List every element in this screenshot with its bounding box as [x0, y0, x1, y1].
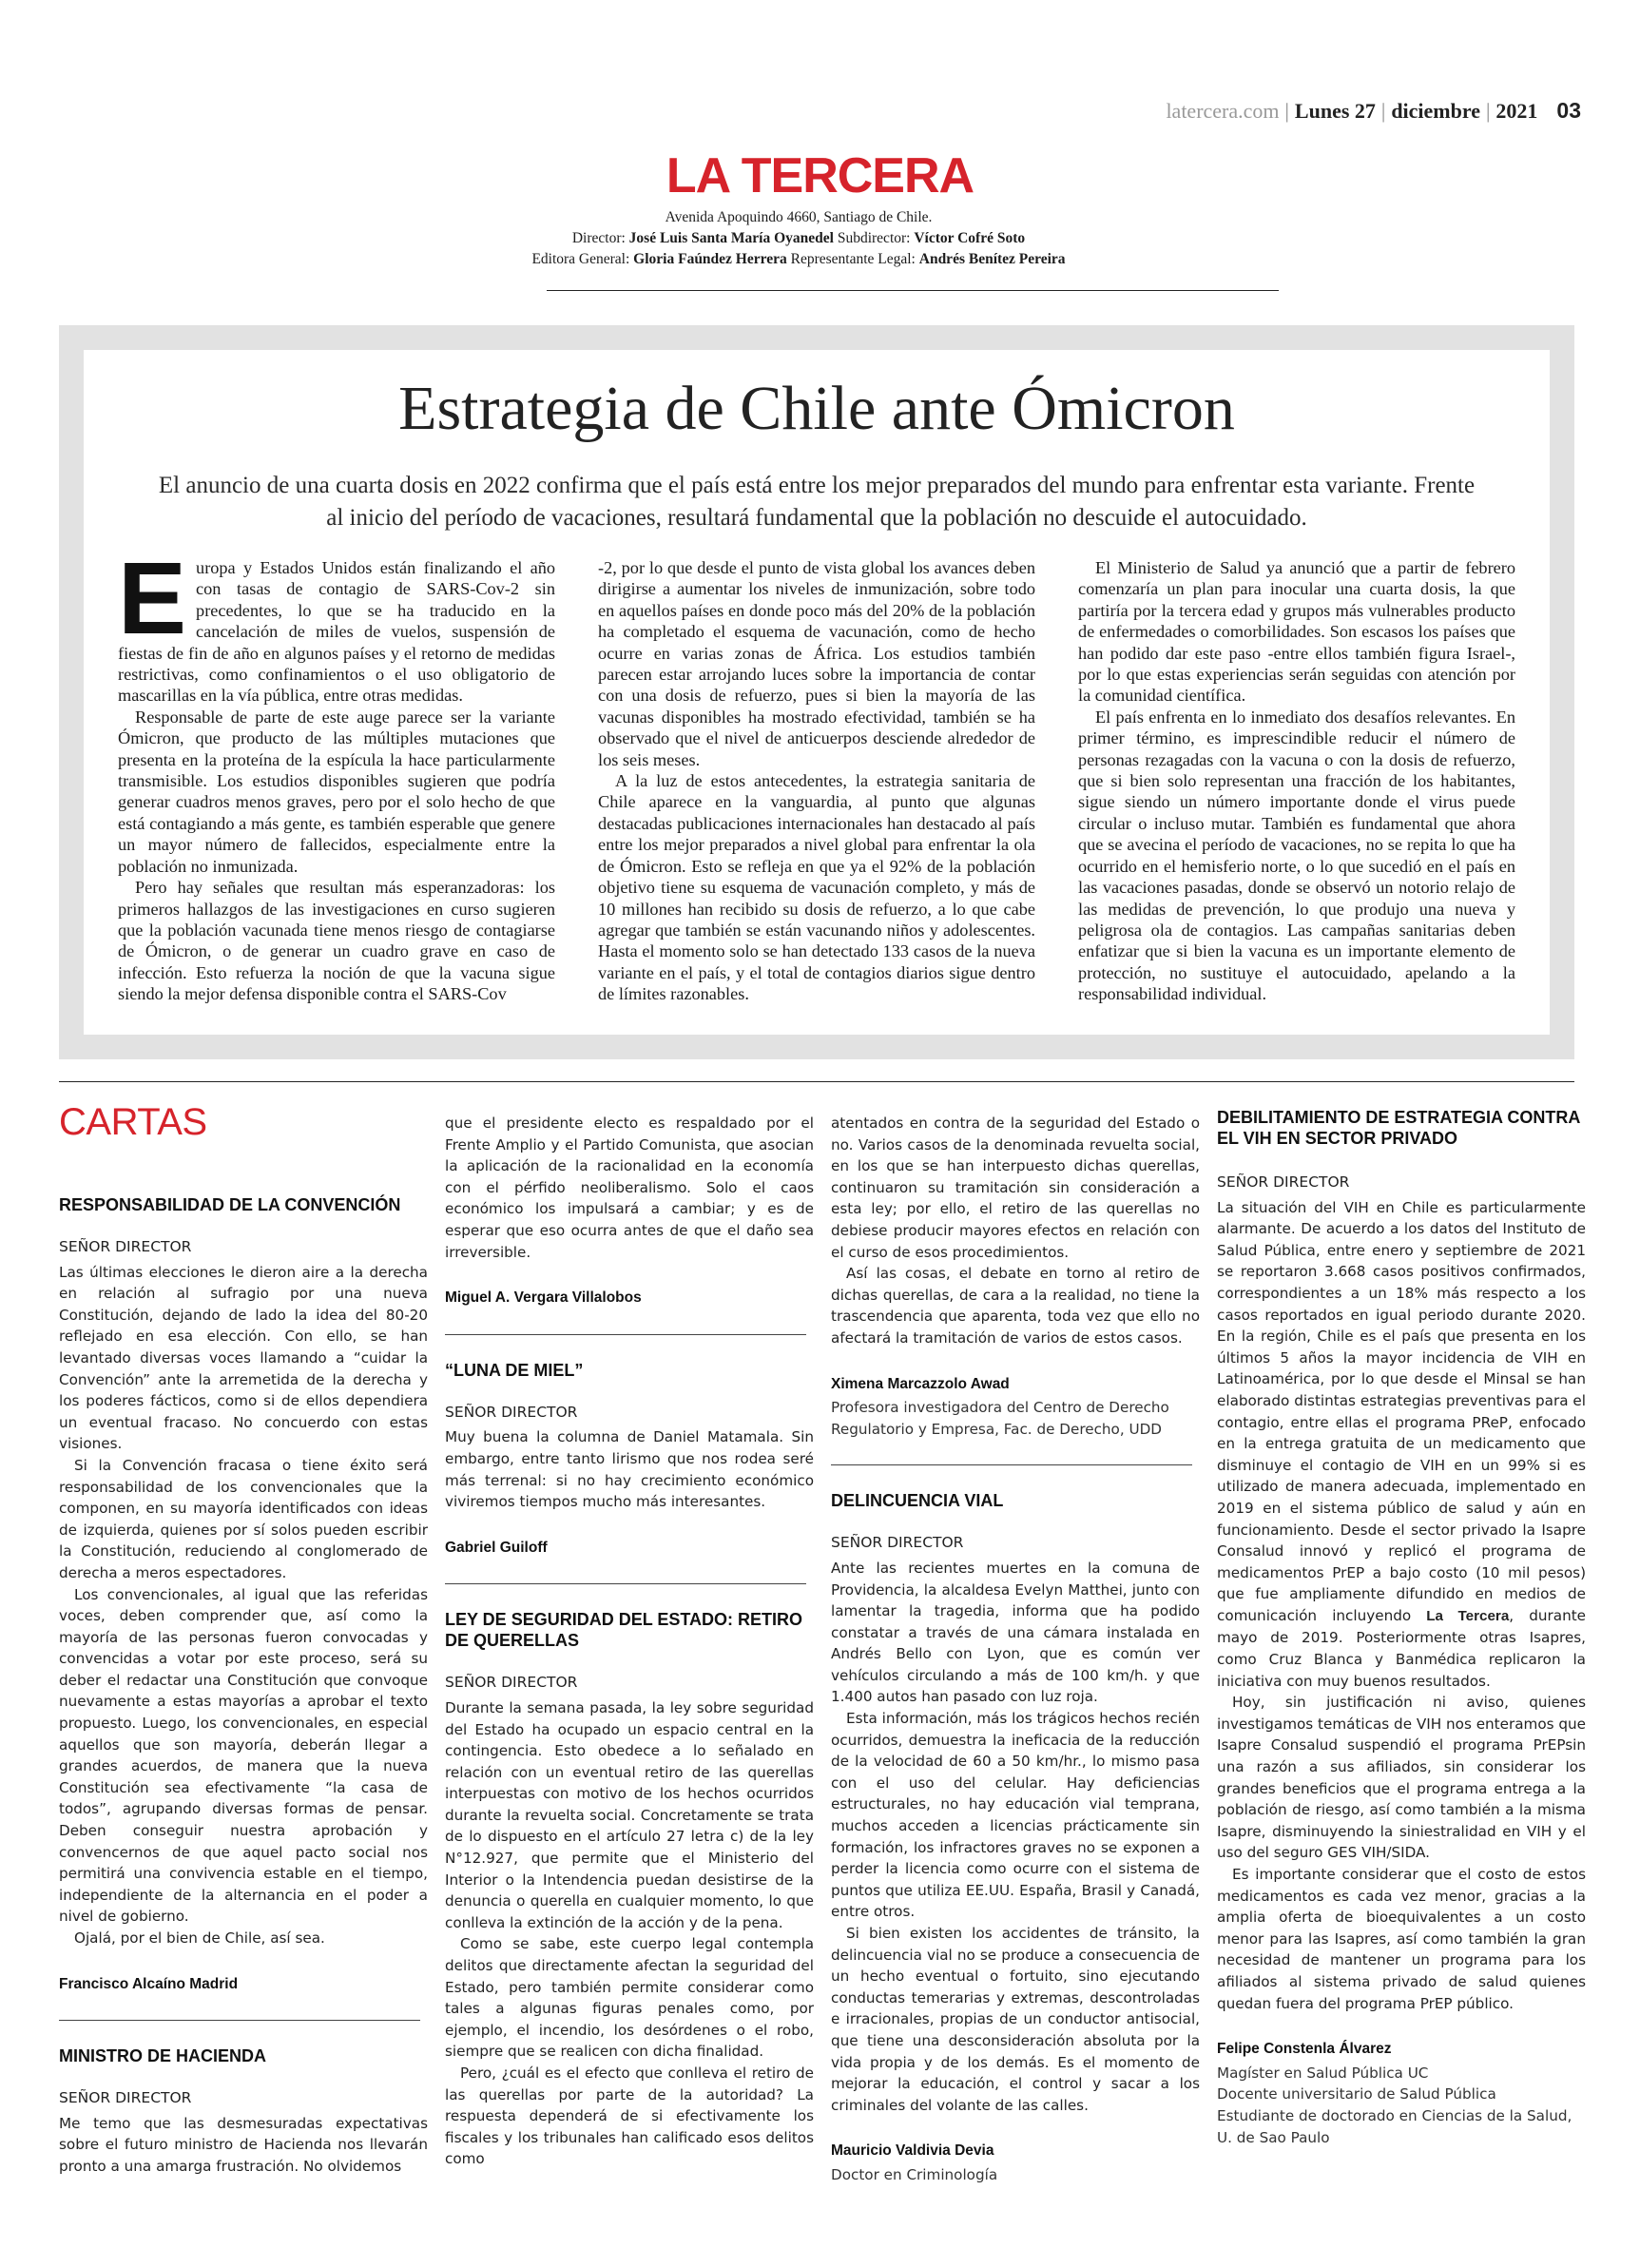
letter-paragraph: Si bien existen los accidentes de tránsito, la delincuencia vial no se produce a consecuencia de un hecho eventual o fortuito, sino ejecutando conductas temerarias y extremas, descontroladas e irracionales, propias de un conductor antisocial, que tiene una desconsideración absoluta por la vida propia y de los demás. Es el momento de mejorar la educación, el control y sacar a los criminales del volante de las calles. [831, 1925, 1200, 2114]
letter-paragraph: Si la Convención fracasa o tiene éxito será responsabilidad de los convencionales que la componen, en su mayoría identificados con ideas de izquierda, quienes por sí solos pueden escribir la Constitución, reduciendo al conglomerado de derecha a meros espectadores. [59, 1456, 428, 1581]
signature-role: Estudiante de doctorado en Ciencias de la Salud, U. de Sao Paulo [1217, 2106, 1572, 2146]
letter-divider [445, 1334, 806, 1335]
staff-line-1 [323, 228, 1274, 249]
paragraph-text: , durante mayo de 2019. Posteriormente otras Isapres, como Cruz Blanca y Banmédica replicaron la iniciativa con muy buenos resultados. [1217, 1606, 1586, 1690]
letter-paragraph: atentados en contra de la seguridad del Estado o no. Varios casos de la denominada revuelta social, en los que se han interpuesto dichas querellas, continuaron su tramitación sin consideración a esta ley; por ello, el retiro de las querellas no debiese producir mayores efectos en relación con el curso de esos procedimientos. [831, 1115, 1200, 1261]
letters-column-2 [445, 1113, 814, 2170]
letter-signature: Miguel A. Vergara Villalobos [445, 1289, 642, 1307]
letter-title: “LUNA DE MIEL” [445, 1360, 584, 1380]
letter-divider [445, 1583, 806, 1584]
editorial-box [59, 325, 1574, 1059]
editorial-paragraph: El Ministerio de Salud ya anunció que a partir de febrero comenzaría un plan para inocular una cuarta dosis, la que partiría por la tercera edad y grupos más vulnerables producto de enfermedades o comorbilidades. Son escasos los países que han podido dar este paso -entre ellos también figura Israel-, por lo que estas experiencias serán seguidas con atención por la comunidad científica. [1078, 558, 1515, 706]
subdirector-label: Subdirector: [837, 230, 911, 246]
letter-signature: Mauricio Valdivia Devia [831, 2142, 994, 2160]
salutation: SEÑOR DIRECTOR [445, 1674, 578, 1692]
masthead-info [323, 207, 1274, 270]
site-url[interactable]: latercera.com [1166, 99, 1280, 123]
editorial-body [118, 540, 1515, 1033]
staff-line-2 [323, 249, 1274, 270]
masthead-divider [547, 290, 1279, 291]
letter-paragraph: Me temo que las desmesuradas expectativas sobre el futuro ministro de Hacienda nos llevarán pronto a una amarga frustración. No olvidemos [59, 2114, 428, 2175]
legal-name: Andrés Benítez Pereira [918, 251, 1066, 267]
salutation: SEÑOR DIRECTOR [59, 1238, 192, 1255]
letter-paragraph: Así las cosas, el debate en torno al retiro de dichas querellas, de cara a la realidad, no tiene la trascendencia que aparenta, toda vez que ello no afectará la tramitación de varios de estos casos. [831, 1265, 1200, 1347]
editora-name: Gloria Faúndez Herrera [633, 251, 787, 267]
letters-column-3 [831, 1113, 1200, 2186]
letter-paragraph: Hoy, sin justificación ni aviso, quienes investigamos temáticas de VIH nos enteramos que Isapre Consalud suspendió el programa PrEPsin una razón a sus afiliados, sin considerar los grandes beneficios que el programa entrega a la población de riesgo, así como también a la misma Isapre, disminuyendo la siniestralidad en VIH y el uso del seguro GES VIH/SIDA. [1217, 1694, 1586, 1862]
letter-title: MINISTRO DE HACIENDA [59, 2046, 267, 2066]
editorial-paragraph: -2, por lo que desde el punto de vista global los avances deben dirigirse a aumentar los niveles de inmunización, sobre todo en aquellos países en donde poco más del 20% de la población ha completado el esquema de vacunación, como de hecho ocurre en varias zonas de África. Los estudios también parecen estar arrojando luces sobre la importancia de contar con una dosis de refuerzo, pues si bien la mayoría de las vacunas disponibles ha mostrado efectividad, también se ha observado que el nivel de anticuerpos desciende alrededor de los seis meses. [598, 558, 1035, 769]
letter-paragraph: Durante la semana pasada, la ley sobre seguridad del Estado ha ocupado un espacio central en la contingencia. Esto obedece a lo señalado en relación con un eventual retiro de las querellas interpuestas con motivo de los hechos ocurridos durante la revuelta social. Concretamente se trata de lo dispuesto en el artículo 27 letra c) de la ley N°12.927, que permite que el Ministerio del Interior o la Intendencia puedan desistirse de la denuncia o querella en cualquier momento, lo que conlleva la extinción de la acción y de la pena. [445, 1698, 814, 1931]
paragraph-text: uropa y Estados Unidos están finalizando el año con tasas de contagio de SARS-Cov-2 sin precedentes, lo que se ha traducido en la cancelación de miles de vuelos, suspensión de fiestas de fin de año en algunos países y el retorno de medidas restrictivas, como confinamientos o el uso obligatorio de mascarillas en la vía pública, entre otras medidas. [118, 558, 555, 706]
editorial-panel [84, 350, 1550, 1035]
letter-title: DELINCUENCIA VIAL [831, 1491, 1004, 1511]
letter-paragraph: Pero, ¿cuál es el efecto que conlleva el retiro de las querellas por parte de la autoridad? La respuesta dependerá de si efectivamente los fiscales y los tribunales han calificado esos delitos como [445, 2064, 814, 2168]
editorial-paragraph: Responsable de parte de este auge parece ser la variante Ómicron, que producto de las múltiples mutaciones que presenta en la proteína de la espícula la hace particularmente transmisible. Los estudios disponibles sugieren que podría generar cuadros menos graves, pero por el solo hecho de que está contagiando a más gente, es también esperable que genere un mayor número de fallecidos, especialmente entre la población no inmunizada. [118, 707, 555, 876]
publication-name: La Tercera [1426, 1607, 1510, 1624]
subdirector-name: Víctor Cofré Soto [914, 230, 1026, 246]
letter-paragraph: que el presidente electo es respaldado por el Frente Amplio y el Partido Comunista, que asocian la aplicación de la racionalidad en la economía con el pérfido neoliberalismo. Solo el caos económico los impulsará a cambiar; y es de esperar que eso ocurra antes de que el daño sea irreversible. [445, 1115, 814, 1261]
letter-paragraph: Los convencionales, al igual que las referidas voces, deben comprender que, así como la mayoría de las personas fueron convocadas y convencidas a votar por este proceso, será su deber el redactar una Constitución que convoque nuevamente a estas mayorías a aprobar el texto propuesto. Luego, los convencionales, en especial aquellos que son mayoría, deberán llegar a grandes acuerdos, de manera que la nueva Constitución sea efectivamente “la casa de todos”, agrupando diversas formas de pensar. Deben conseguir nuestra aprobación y convencernos de que aquel pacto social nos permitirá una convivencia estable en el tiempo, independiente de la alternancia en el poder a nivel de gobierno. [59, 1585, 428, 1926]
salutation: SEÑOR DIRECTOR [59, 2089, 192, 2107]
editorial-column-2 [598, 557, 1035, 1005]
letter-title: DEBILITAMIENTO DE ESTRATEGIA CONTRA EL VIH EN SECTOR PRIVADO [1217, 1108, 1580, 1148]
letters-column-4 [1217, 1107, 1586, 2148]
signature-role: Docente universitario de Salud Pública [1217, 2085, 1496, 2103]
letter-title: LEY DE SEGURIDAD DEL ESTADO: RETIRO DE QUERELLAS [445, 1610, 803, 1651]
header-day: Lunes 27 [1294, 99, 1376, 123]
editora-label: Editora General: [531, 251, 630, 267]
editorial-paragraph: El país enfrenta en lo inmediato dos desafíos relevantes. En primer término, es imprescindible reducir el número de personas rezagadas con la vacuna o con la dosis de refuerzo, que si bien solo representan una fracción de los habitantes, sigue siendo un número importante donde el virus puede circular o incluso mutar. También es fundamental que ahora que se avecina el período de vacaciones, no se repita lo que ha ocurrido en el hemisferio norte, o lo que sucedió en el país en las vacaciones pasadas, donde se observó un notorio relajo de las medidas de prevención, lo que produjo una nueva y peligrosa ola de contagios. Las campañas sanitarias deben enfatizar que si bien la vacuna es un importante elemento de protección, no sustituye el autocuidado, apelando a la responsabilidad individual. [1078, 707, 1515, 1004]
letter-paragraph: Ojalá, por el bien de Chile, así sea. [74, 1929, 325, 1947]
header-year: 2021 [1495, 99, 1538, 123]
editorial-title: Estrategia de Chile ante Ómicron [398, 374, 1235, 443]
address: Avenida Apoquindo 4660, Santiago de Chile. [665, 209, 933, 225]
letter-title: RESPONSABILIDAD DE LA CONVENCIÓN [59, 1195, 401, 1214]
letter-signature: Felipe Constenla Álvarez [1217, 2041, 1392, 2058]
letter-paragraph: Como se sabe, este cuerpo legal contempla delitos que directamente afectan la seguridad del Estado, pero también permite considerar como tales a algunas figuras penales como, por ejemplo, el incendio, los desórdenes o el robo, siempre que se realicen con dicha finalidad. [445, 1935, 814, 2061]
letter-paragraph: Ante las recientes muertes en la comuna de Providencia, la alcaldesa Evelyn Matthei, junto con lamentar la tragedia, informa que ha podido constatar a través de una cámara instalada en Andrés Bello con Lyon, que es común ver vehículos circulando a más de 100 km/h. y que 1.400 autos han pasado con luz roja. [831, 1559, 1200, 1706]
letter-paragraph: Esta información, más los trágicos hechos recién ocurridos, demuestra la ineficacia de la reducción de la velocidad de 60 a 50 km/hr., lo mismo pasa con el uso del celular. Hay deficiencias estructurales, no hay educación vial temprana, muchos acceden a licencias prácticamente sin formación, los infractores graves no se exponen a perder la licencia como ocurre con el sistema de puntos que utiliza EE.UU. España, Brasil y Canadá, entre otros. [831, 1710, 1200, 1921]
letter-signature: Ximena Marcazzolo Awad [831, 1375, 1010, 1392]
signature-role: Magíster en Salud Pública UC [1217, 2064, 1429, 2082]
letter-signature: Francisco Alcaíno Madrid [59, 1975, 239, 1992]
salutation: SEÑOR DIRECTOR [445, 1403, 578, 1421]
letter-paragraph: Las últimas elecciones le dieron aire a la derecha en relación al sufragio por una nueva Constitución, dejando de lado la idea del 80-20 reflejado en esa elección. Con ello, se han levantado diversas voces llamando a “cuidar la Convención” ante la arremetida de la derecha y los poderes fácticos, como si de ellos dependiera un eventual fracaso. No concuerdo con estas visiones. [59, 1263, 428, 1453]
signature-role: Profesora investigadora del Centro de Derecho Regulatorio y Empresa, Fac. de Derecho, UDD [831, 1399, 1169, 1438]
section-divider [59, 1081, 1574, 1082]
editorial-lead: El anuncio de una cuarta dosis en 2022 confirma que el país está entre los mejor preparados del mundo para enfrentar esta variante. Frente al inicio del período de vacaciones, resultará fundamental que la población no descuide el autocuidado. [158, 473, 1476, 531]
editorial-paragraph: Pero hay señales que resultan más esperanzadoras: los primeros hallazgos de las investigaciones en curso sugieren que la población vacunada tiene menos riesgo de contagiarse de Ómicron, o de generar un cuadro grave en caso de infección. Esto refuerza la noción de que la vacuna sigue siendo la mejor defensa disponible contra el SARS-Cov [118, 878, 555, 1004]
page-number: 03 [1556, 98, 1581, 123]
letter-divider [831, 1464, 1192, 1465]
letters-column-1 [59, 1194, 428, 2178]
salutation: SEÑOR DIRECTOR [831, 1534, 964, 1552]
newspaper-logo: LA TERCERA [666, 148, 974, 204]
letter-divider [59, 2020, 420, 2021]
letter-paragraph: Muy buena la columna de Daniel Matamala. Sin embargo, entre tanto lirismo que nos rodea seré más terrenal: si no hay crecimiento económico viviremos tiempos mucho más interesantes. [445, 1428, 814, 1511]
legal-label: Representante Legal: [790, 251, 916, 267]
letter-paragraph [1217, 1197, 1586, 1693]
letter-signature: Gabriel Guiloff [445, 1539, 548, 1556]
salutation: SEÑOR DIRECTOR [1217, 1173, 1350, 1191]
section-title: CARTAS [59, 1101, 207, 1143]
director-label: Director: [571, 230, 626, 246]
header-month: diciembre [1391, 99, 1480, 123]
director-name: José Luis Santa María Oyanedel [628, 230, 834, 246]
editorial-column-3 [1078, 557, 1515, 1005]
paragraph-text: La situación del VIH en Chile es particularmente alarmante. De acuerdo a los datos del Instituto de Salud Pública, entre enero y septiembre de 2021 se reportaron 3.668 casos positivos confirmados, correspondientes a un 18% más respecto a los casos reportados en igual periodo durante 2020. En la región, Chile es el país que presenta en los últimos 5 años la mayor incidencia de VIH en Latinoamérica, por lo que desde el Minsal se han elaborado distintas estrategias preventivas para el contagio, entre ellas el programa PReP, enfocado en la entrega gratuita de un medicamento que disminuye el contagio de VIH en un 99% si es utilizado de manera adecuada, implementado en 2019 en el sistema público de salud y aún en funcionamiento. Desde el sector privado la Isapre Consalud innovó y replicó el programa de medicamentos PrEP a bajo costo (10 mil pesos) que fue ampliamente difundido en medios de comunicación incluyendo [1217, 1198, 1586, 1624]
editorial-paragraph: A la luz de estos antecedentes, la estrategia sanitaria de Chile aparece en la vanguardia, al punto que algunas destacadas publicaciones internacionales han destacado al país entre los mejor preparados a nivel global para enfrentar la ola de Ómicron. Esto se refleja en que ya el 92% de la población objetivo tiene su esquema de vacunación completo, y más de 10 millones han recibido su dosis de refuerzo, a lo que cabe agregar que también se están vacunando niños y adolescentes. Hasta el momento solo se han detectado 133 casos de la nueva variante en el país, y el total de contagios diarios sigue dentro de límites razonables. [598, 771, 1035, 1004]
page-header: latercera.com | Lunes 27 | diciembre | 2021 03 [1166, 98, 1581, 123]
signature-role: Doctor en Criminología [831, 2165, 998, 2183]
editorial-paragraph [118, 540, 555, 707]
letter-paragraph: Es importante considerar que el costo de estos medicamentos es cada vez menor, gracias a la amplia oferta de bioequivalentes a un costo menor para las Isapres, así como también la gran necesidad de mantener un programa para los afiliados al sistema privado de salud quienes quedan fuera del programa PrEP público. [1217, 1866, 1586, 2012]
drop-cap: E [118, 540, 187, 655]
editorial-column-1 [118, 540, 555, 1005]
